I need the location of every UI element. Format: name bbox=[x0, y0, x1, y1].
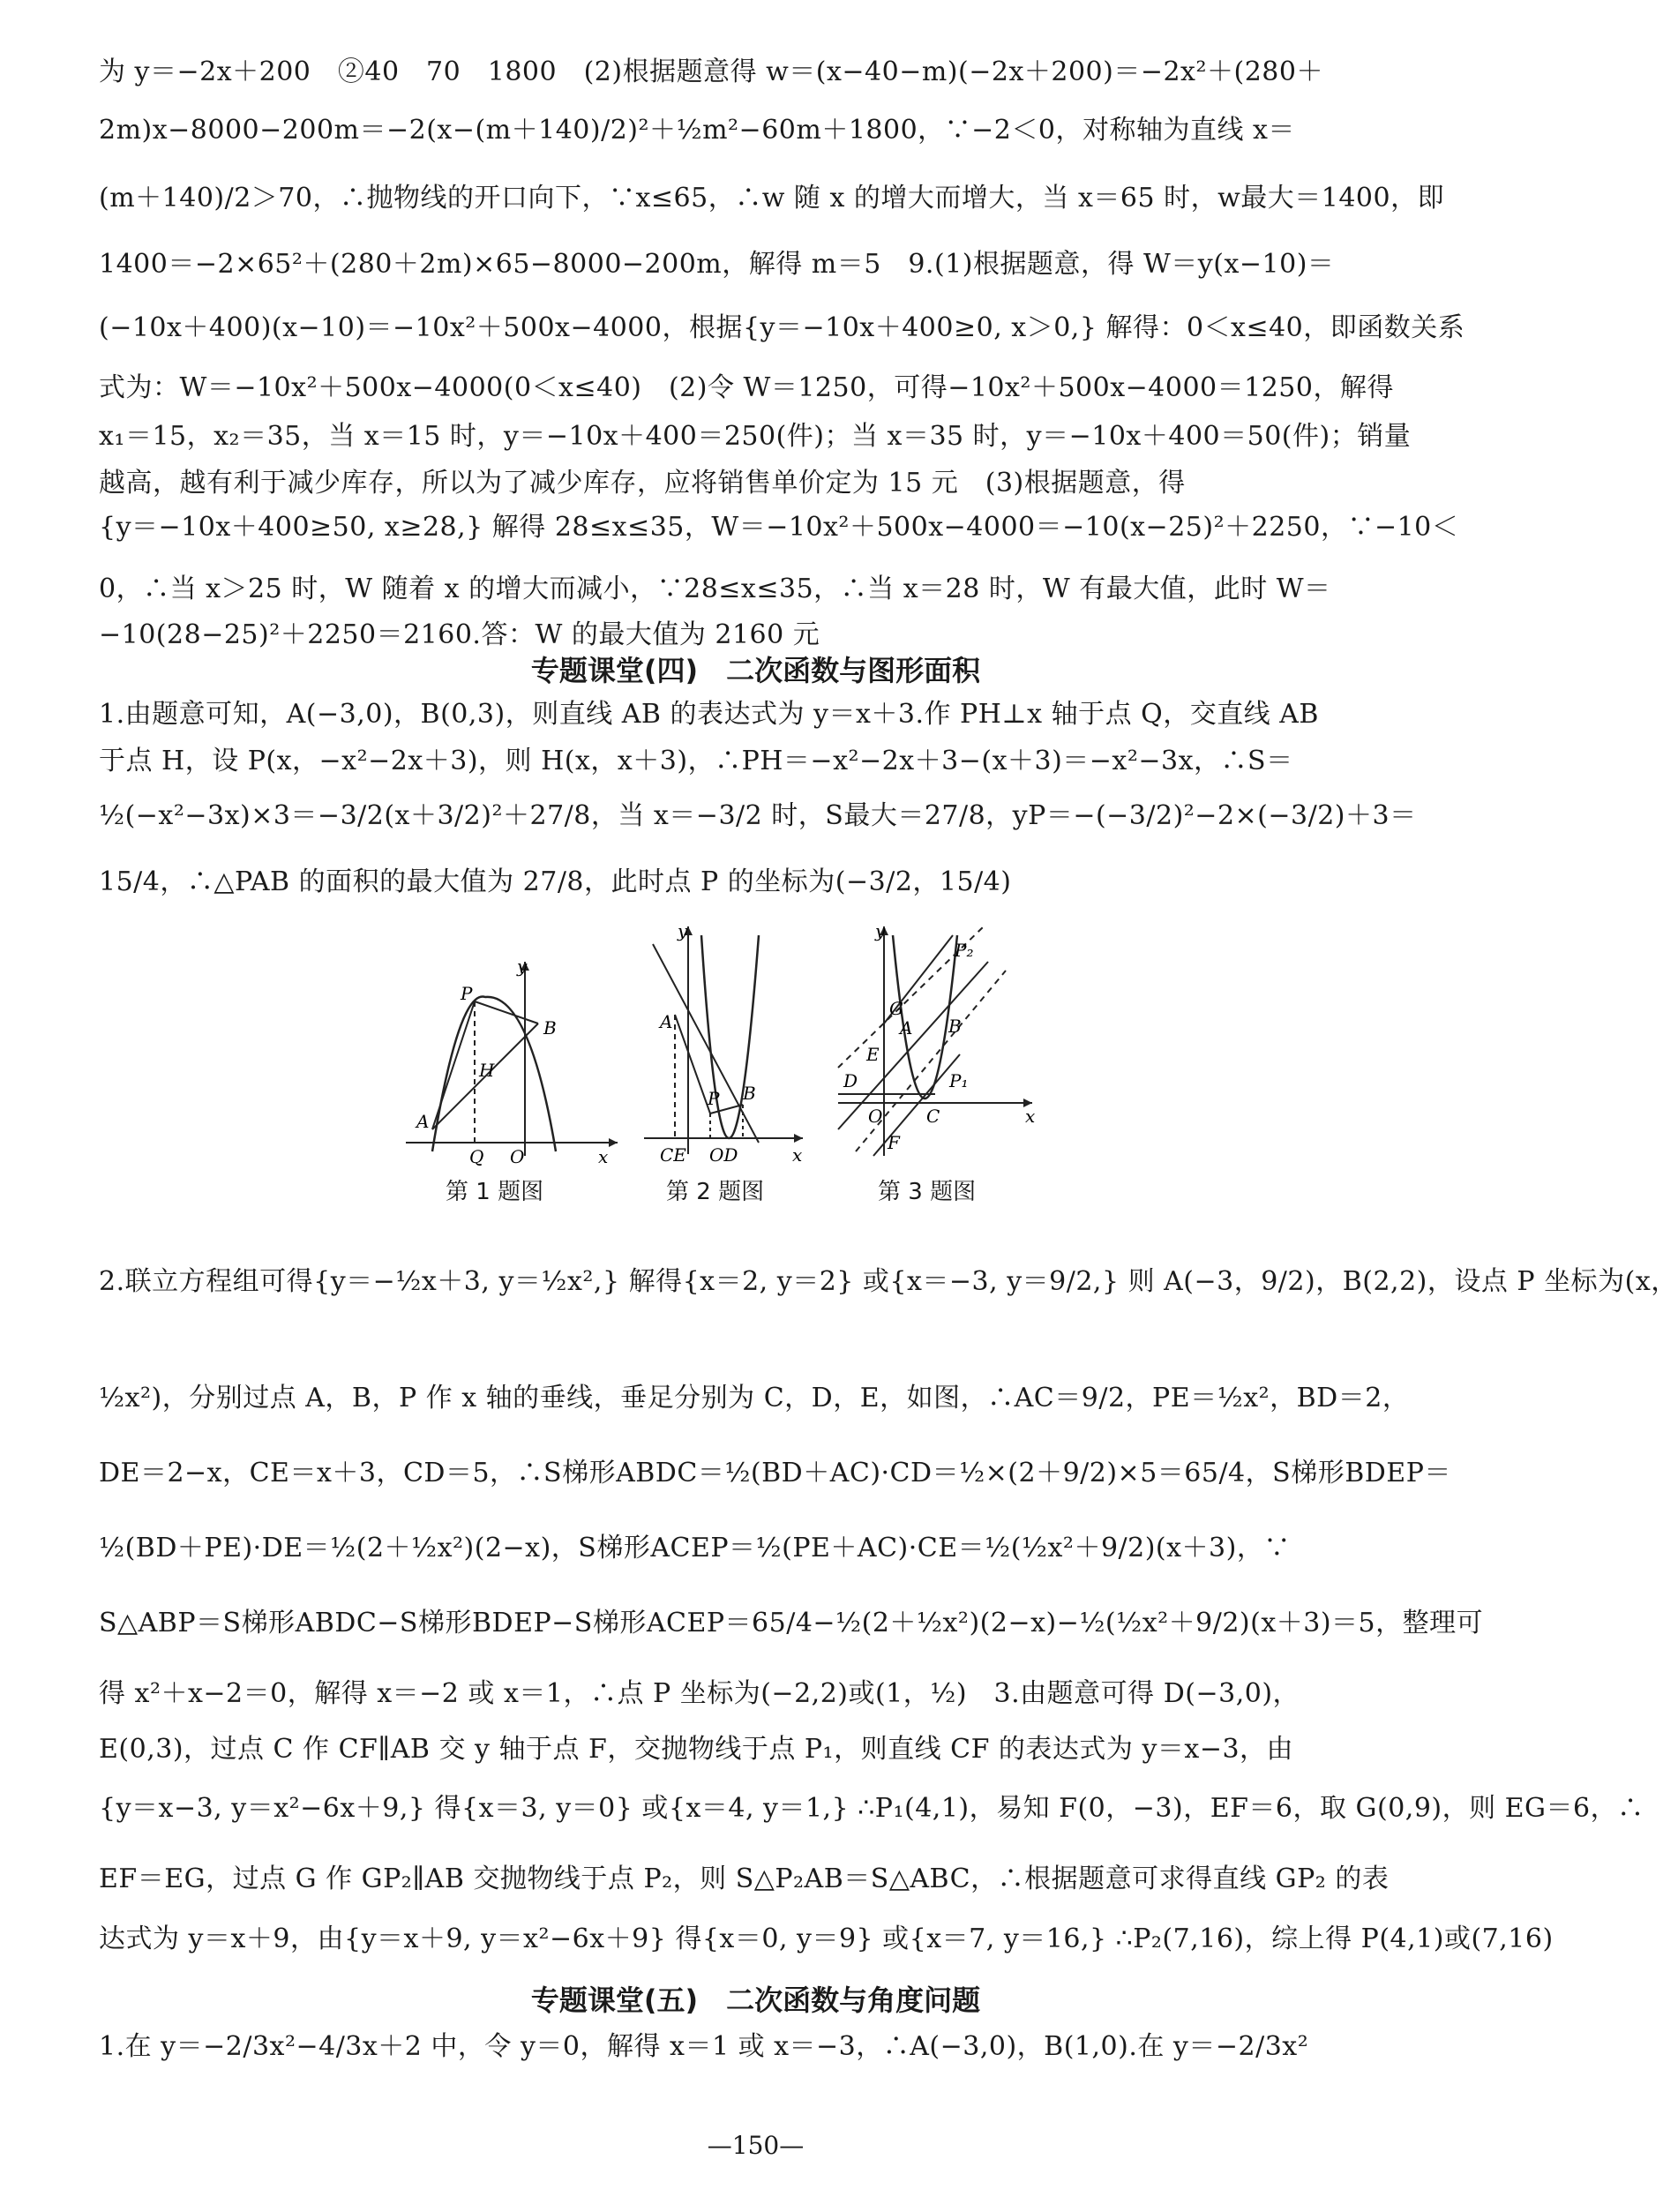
fig3-label-p1: P₁ bbox=[949, 1070, 969, 1091]
fig1-label-o: O bbox=[510, 1146, 525, 1167]
fig3-label-y: y bbox=[875, 920, 886, 941]
text-line: 达式为 y＝x＋9，由{y＝x＋9, y＝x²−6x＋9} 得{x＝0, y＝9} 或{x＝7, y＝16,} ∴P₂(7,16)，综上得 P(4,1)或(7,16) bbox=[99, 1923, 1554, 1954]
fig2-label-x: x bbox=[792, 1144, 803, 1166]
page-number: —150— bbox=[707, 2131, 805, 2160]
text-line: ½x²)，分别过点 A，B，P 作 x 轴的垂线，垂足分别为 C，D，E，如图，∴AC＝9/2，PE＝½x²，BD＝2， bbox=[99, 1383, 1410, 1413]
text-line: E(0,3)，过点 C 作 CF∥AB 交 y 轴于点 F，交抛物线于点 P₁，则直线 CF 的表达式为 y＝x−3，由 bbox=[99, 1734, 1294, 1765]
fig1-label-y: y bbox=[517, 956, 528, 977]
text-line: 2m)x−8000−200m＝−2(x−(m＋140)/2)²＋½m²−60m＋1800，∵−2＜0，对称轴为直线 x＝ bbox=[99, 115, 1295, 146]
text-line: {y＝x−3, y＝x²−6x＋9,} 得{x＝3, y＝0} 或{x＝4, y＝1,} ∴P₁(4,1)，易知 F(0，−3)，EF＝6，取 G(0,9)，则 EG＝6，∴ bbox=[99, 1793, 1644, 1824]
fig1-label-x: x bbox=[598, 1146, 609, 1167]
fig2-label-od: OD bbox=[709, 1144, 738, 1166]
text-line: (−10x＋400)(x−10)＝−10x²＋500x−4000，根据{y＝−10x＋400≥0, x＞0,} 解得：0＜x≤40，即函数关系 bbox=[99, 312, 1465, 343]
fig3-label-p2: P₂ bbox=[955, 940, 974, 961]
fig3-label-f: F bbox=[888, 1132, 900, 1153]
fig1-label-q: Q bbox=[469, 1146, 484, 1167]
text-line: ½(BD＋PE)·DE＝½(2＋½x²)(2−x)，S梯形ACEP＝½(PE＋AC)·CE＝½(½x²＋9/2)(x＋3)，∵ bbox=[99, 1533, 1291, 1563]
text-line: DE＝2−x，CE＝x＋3，CD＝5，∴S梯形ABDC＝½(BD＋AC)·CD＝½×(2＋9/2)×5＝65/4，S梯形BDEP＝ bbox=[99, 1458, 1451, 1488]
text-line: 越高，越有利于减少库存，所以为了减少库存，应将销售单价定为 15 元 (3)根据题意，得 bbox=[99, 468, 1186, 499]
fig1-label-h: H bbox=[479, 1060, 495, 1081]
figure-3 bbox=[829, 918, 1041, 1165]
fig1-label-a: A bbox=[416, 1111, 430, 1132]
text-line: 2.联立方程组可得{y＝−½x＋3, y＝½x²,} 解得{x＝2, y＝2} 或{x＝−3, y＝9/2,} 则 A(−3，9/2)，B(2,2)，设点 P 坐标为(x， bbox=[99, 1266, 1678, 1297]
fig3-label-g: G bbox=[889, 998, 903, 1019]
fig2-label-b: B bbox=[743, 1083, 756, 1104]
text-line: EF＝EG，过点 G 作 GP₂∥AB 交抛物线于点 P₂，则 S△P₂AB＝S△ABC，∴根据题意可求得直线 GP₂ 的表 bbox=[99, 1863, 1390, 1894]
section-heading-4: 专题课堂(四) 二次函数与图形面积 bbox=[530, 654, 981, 687]
text-line: 15/4，∴△PAB 的面积的最大值为 27/8，此时点 P 的坐标为(−3/2，15/4) bbox=[99, 866, 1012, 897]
fig3-label-b: B bbox=[948, 1016, 962, 1037]
fig3-label-o: O bbox=[868, 1106, 883, 1127]
fig3-label-a: A bbox=[900, 1017, 913, 1039]
section-heading-5: 专题课堂(五) 二次函数与角度问题 bbox=[530, 1983, 981, 2017]
text-line: (m＋140)/2＞70，∴抛物线的开口向下，∵x≤65，∴w 随 x 的增大而增大，当 x＝65 时，w最大＝1400，即 bbox=[99, 183, 1445, 214]
fig2-label-p: P bbox=[708, 1088, 720, 1109]
figure-2 bbox=[635, 918, 812, 1165]
caption-fig3: 第 3 题图 bbox=[878, 1179, 977, 1205]
fig3-label-x: x bbox=[1025, 1106, 1036, 1127]
text-line: 1.由题意可知，A(−3,0)，B(0,3)，则直线 AB 的表达式为 y＝x＋3.作 PH⊥x 轴于点 Q，交直线 AB bbox=[99, 699, 1319, 730]
caption-fig1: 第 1 题图 bbox=[446, 1179, 544, 1205]
text-line: 式为：W＝−10x²＋500x−4000(0＜x≤40) (2)令 W＝1250，可得−10x²＋500x−4000＝1250，解得 bbox=[99, 372, 1394, 403]
fig1-label-b: B bbox=[543, 1017, 557, 1039]
text-line: {y＝−10x＋400≥50, x≥28,} 解得 28≤x≤35，W＝−10x²＋500x−4000＝−10(x−25)²＋2250，∵−10＜ bbox=[99, 512, 1459, 543]
fig1-label-p: P bbox=[461, 983, 473, 1004]
caption-fig2: 第 2 题图 bbox=[666, 1179, 765, 1205]
fig2-label-y: y bbox=[678, 920, 688, 941]
text-line: 0，∴当 x＞25 时，W 随着 x 的增大而减小，∵28≤x≤35，∴当 x＝28 时，W 有最大值，此时 W＝ bbox=[99, 574, 1331, 604]
text-line: −10(28−25)²＋2250＝2160.答：W 的最大值为 2160 元 bbox=[99, 619, 820, 650]
fig3-label-c: C bbox=[926, 1106, 940, 1127]
text-line: 得 x²＋x−2＝0，解得 x＝−2 或 x＝1，∴点 P 坐标为(−2,2)或(1，½) 3.由题意可得 D(−3,0)， bbox=[99, 1678, 1300, 1709]
fig3-label-d: D bbox=[843, 1070, 858, 1091]
text-line: x₁＝15，x₂＝35，当 x＝15 时，y＝−10x＋400＝250(件)；当 x＝35 时，y＝−10x＋400＝50(件)；销量 bbox=[99, 421, 1412, 452]
text-line: 为 y＝−2x＋200 ②40 70 1800 (2)根据题意得 w＝(x−40−m)(−2x＋200)＝−2x²＋(280＋ bbox=[99, 56, 1323, 87]
text-line: ½(−x²−3x)×3＝−3/2(x＋3/2)²＋27/8，当 x＝−3/2 时，S最大＝27/8，yP＝−(−3/2)²−2×(−3/2)＋3＝ bbox=[99, 800, 1417, 831]
fig2-label-ce: CE bbox=[660, 1144, 686, 1166]
figure-1 bbox=[397, 953, 626, 1165]
fig2-label-a: A bbox=[660, 1011, 673, 1032]
text-line: 1400＝−2×65²＋(280＋2m)×65−8000−200m，解得 m＝5 9.(1)根据题意，得 W＝y(x−10)＝ bbox=[99, 249, 1335, 280]
text-line: 于点 H，设 P(x，−x²−2x＋3)，则 H(x，x＋3)，∴PH＝−x²−2x＋3−(x＋3)＝−x²−3x，∴S＝ bbox=[99, 746, 1293, 776]
fig3-label-e: E bbox=[866, 1044, 880, 1065]
text-line: 1.在 y＝−2/3x²−4/3x＋2 中，令 y＝0，解得 x＝1 或 x＝−3，∴A(−3,0)，B(1,0).在 y＝−2/3x² bbox=[99, 2031, 1309, 2062]
text-line: S△ABP＝S梯形ABDC−S梯形BDEP−S梯形ACEP＝65/4−½(2＋½x²)(2−x)−½(½x²＋9/2)(x＋3)＝5，整理可 bbox=[99, 1608, 1484, 1638]
